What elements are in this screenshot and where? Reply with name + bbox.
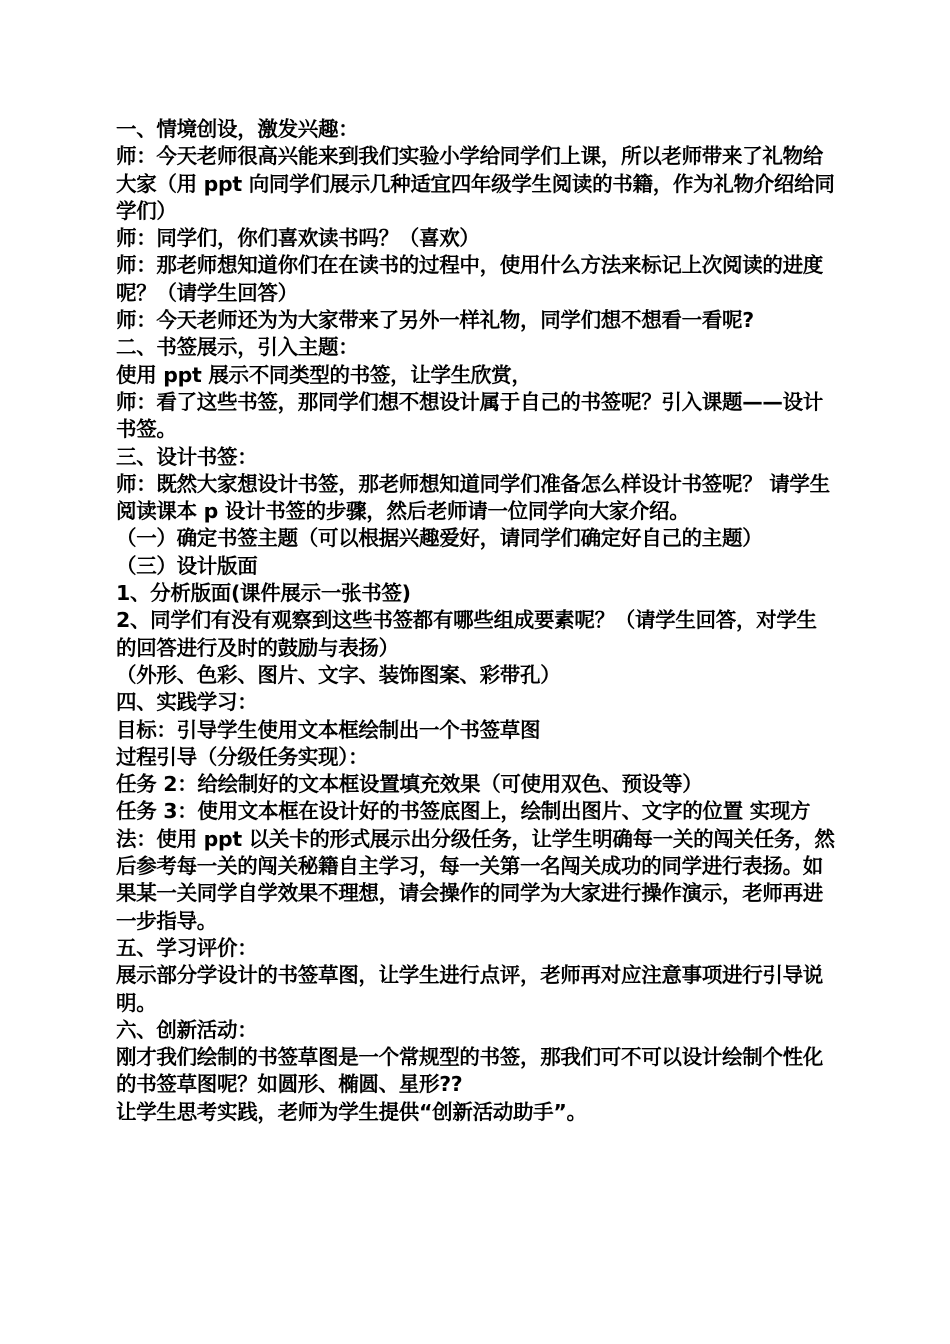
paragraph: 师：同学们，你们喜欢读书吗？（喜欢） bbox=[116, 226, 480, 251]
heading-section-5: 五、学习评价： bbox=[116, 935, 258, 960]
heading-section-1: 一、情境创设，激发兴趣： bbox=[116, 117, 359, 141]
paragraph: 目标：引导学生使用文本框绘制出一个书签草图 bbox=[116, 717, 541, 742]
heading-section-4: 四、实践学习： bbox=[116, 690, 258, 715]
list-item: 1、分析版面(课件展示一张书签) bbox=[116, 581, 411, 606]
paragraph: 任务 2：给绘制好的文本框设置填充效果（可使用双色、预设等） bbox=[116, 772, 703, 797]
paragraph: 任务 3：使用文本框在设计好的书签底图上，绘制出图片、文字的位置 实现方法：使用 ppt 以关卡的形式展示出分级任务，让学生明确每一关的闯关任务，然后参考每一关的闯关秘籍自主学习，每一关第一名闯关成功的同学进行表扬。如果某一关同学自学效果不理想，请会操作的同学为大家进行操作演示，老师再进一步指导。 bbox=[116, 799, 835, 933]
list-item: 2、同学们有没有观察到这些书签都有哪些组成要素呢？（请学生回答，对学生的回答进行及时的鼓励与表扬） bbox=[116, 608, 817, 660]
heading-section-2: 二、书签展示，引入主题： bbox=[116, 335, 359, 360]
paragraph: （外形、色彩、图片、文字、装饰图案、彩带孔） bbox=[116, 662, 561, 687]
paragraph: 师：看了这些书签，那同学们想不想设计属于自己的书签呢？引入课题——设计书签。 bbox=[116, 389, 823, 442]
paragraph: 刚才我们绘制的书签草图是一个常规型的书签，那我们可不可以设计绘制个性化的书签草图呢？如圆形、椭圆、星形?? bbox=[116, 1045, 823, 1097]
paragraph: 师：今天老师还为为大家带来了另外一样礼物，同学们想不想看一看呢? bbox=[116, 308, 754, 333]
document-body bbox=[116, 116, 836, 1126]
paragraph: 师：那老师想知道你们在在读书的过程中，使用什么方法来标记上次阅读的进度呢？（请学生回答） bbox=[116, 253, 823, 305]
heading-section-6: 六、创新活动： bbox=[116, 1017, 258, 1042]
paragraph: 师：既然大家想设计书签，那老师想知道同学们准备怎么样设计书签呢？ 请学生阅读课本 p 设计书签的步骤，然后老师请一位同学向大家介绍。 bbox=[116, 471, 830, 524]
heading-section-3: 三、设计书签： bbox=[116, 444, 258, 469]
subheading-1: （一）确定书签主题（可以根据兴趣爱好，请同学们确定好自己的主题） bbox=[116, 526, 763, 551]
paragraph: 过程引导（分级任务实现）： bbox=[116, 744, 369, 769]
subheading-3: （三）设计版面 bbox=[116, 553, 258, 578]
paragraph: 让学生思考实践，老师为学生提供“创新活动助手”。 bbox=[116, 1099, 587, 1124]
paragraph: 展示部分学设计的书签草图，让学生进行点评，老师再对应注意事项进行引导说明。 bbox=[116, 963, 823, 1015]
paragraph: 使用 ppt 展示不同类型的书签，让学生欣赏， bbox=[116, 362, 532, 387]
paragraph: 师：今天老师很高兴能来到我们实验小学给同学们上课，所以老师带来了礼物给大家（用 ppt 向同学们展示几种适宜四年级学生阅读的书籍，作为礼物介绍给同学们） bbox=[116, 144, 835, 223]
